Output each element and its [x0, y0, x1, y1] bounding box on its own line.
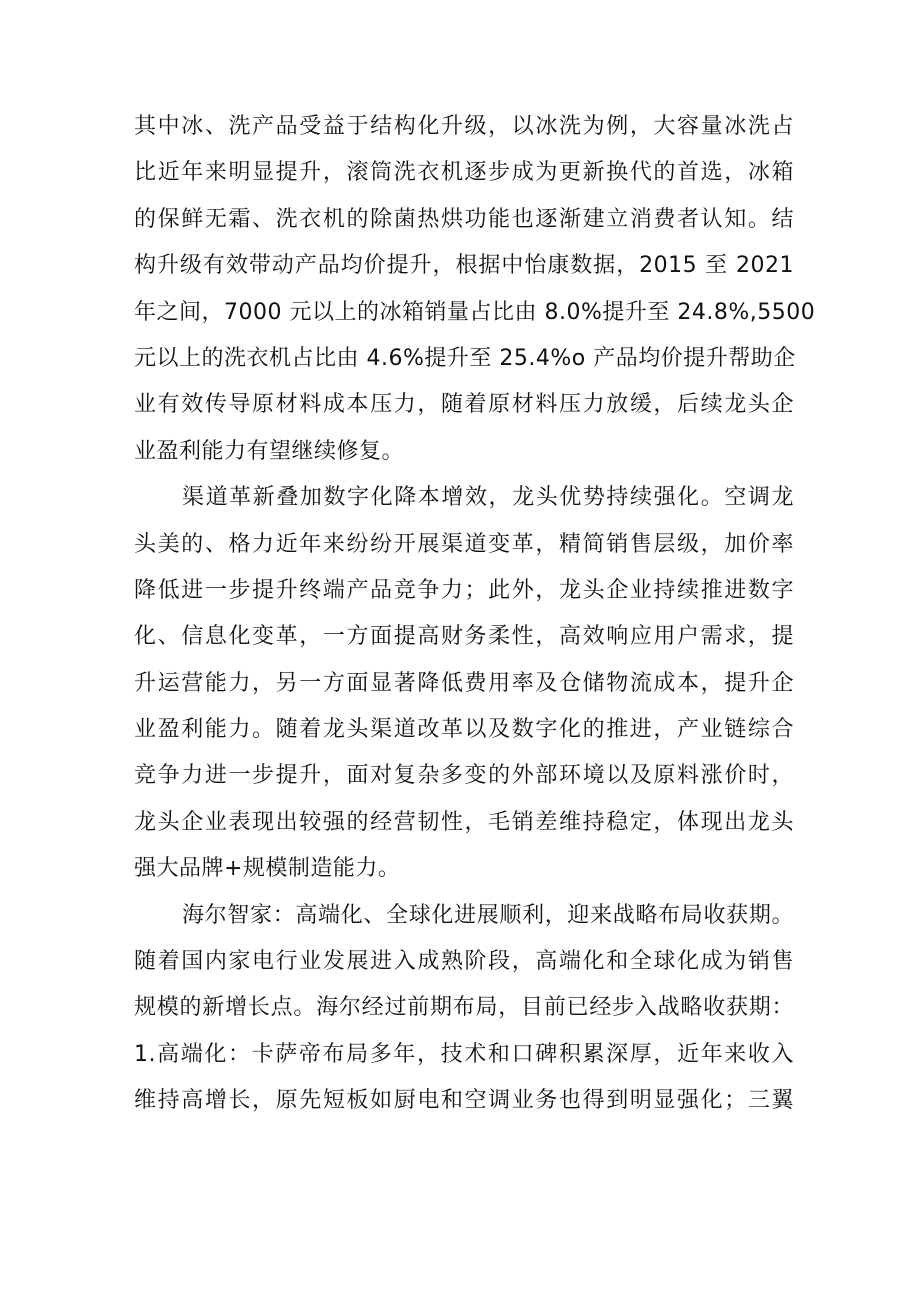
- text-line: 1.高端化：卡萨帝布局多年，技术和口碑积累深厚，近年来收入: [134, 1041, 794, 1067]
- text-line: 构升级有效带动产品均价提升，根据中怡康数据，2015 至 2021: [134, 253, 794, 279]
- text-line: 升运营能力，另一方面显著降低费用率及仓储物流成本，提升企: [134, 670, 794, 696]
- text-line: 强大品牌+规模制造能力。: [134, 856, 401, 882]
- text-line: 业盈利能力有望继续修复。: [134, 438, 405, 464]
- text-line: 头美的、格力近年来纷纷开展渠道变革，精简销售层级，加价率: [134, 531, 794, 557]
- text-line: 随着国内家电行业发展进入成熟阶段，高端化和全球化成为销售: [134, 949, 794, 975]
- text-line: 规模的新增长点。海尔经过前期布局，目前已经步入战略收获期：: [134, 995, 794, 1021]
- text-line: 竞争力进一步提升，面对复杂多变的外部环境以及原料涨价时，: [134, 763, 794, 789]
- text-line: 的保鲜无霜、洗衣机的除菌热烘功能也逐渐建立消费者认知。结: [134, 206, 794, 232]
- text-line: 海尔智家：高端化、全球化进展顺利，迎来战略布局收获期。: [182, 902, 794, 928]
- text-line: 业有效传导原材料成本压力，随着原材料压力放缓，后续龙头企: [134, 392, 794, 418]
- paragraph-2: [134, 475, 794, 893]
- text-line: 龙头企业表现出较强的经营韧性，毛销差维持稳定，体现出龙头: [134, 809, 794, 835]
- paragraph-3: [134, 893, 794, 1125]
- text-line: 维持高增长，原先短板如厨电和空调业务也得到明显强化；三翼: [134, 1088, 794, 1114]
- document-page: [134, 104, 816, 1125]
- paragraph-1: [134, 104, 816, 475]
- text-line: 渠道革新叠加数字化降本增效，龙头优势持续强化。空调龙: [182, 485, 794, 511]
- text-line: 元以上的洗衣机占比由 4.6%提升至 25.4%o 产品均价提升帮助企: [134, 345, 796, 371]
- text-line: 降低进一步提升终端产品竞争力；此外，龙头企业持续推进数字: [134, 577, 794, 603]
- text-line: 化、信息化变革，一方面提高财务柔性，高效响应用户需求，提: [134, 624, 794, 650]
- text-line: 年之间，7000 元以上的冰箱销量占比由 8.0%提升至 24.8%,5500: [134, 299, 816, 325]
- text-line: 比近年来明显提升，滚筒洗衣机逐步成为更新换代的首选，冰箱: [134, 160, 794, 186]
- text-line: 其中冰、洗产品受益于结构化升级，以冰洗为例，大容量冰洗占: [134, 114, 794, 139]
- text-line: 业盈利能力。随着龙头渠道改革以及数字化的推进，产业链综合: [134, 717, 794, 743]
